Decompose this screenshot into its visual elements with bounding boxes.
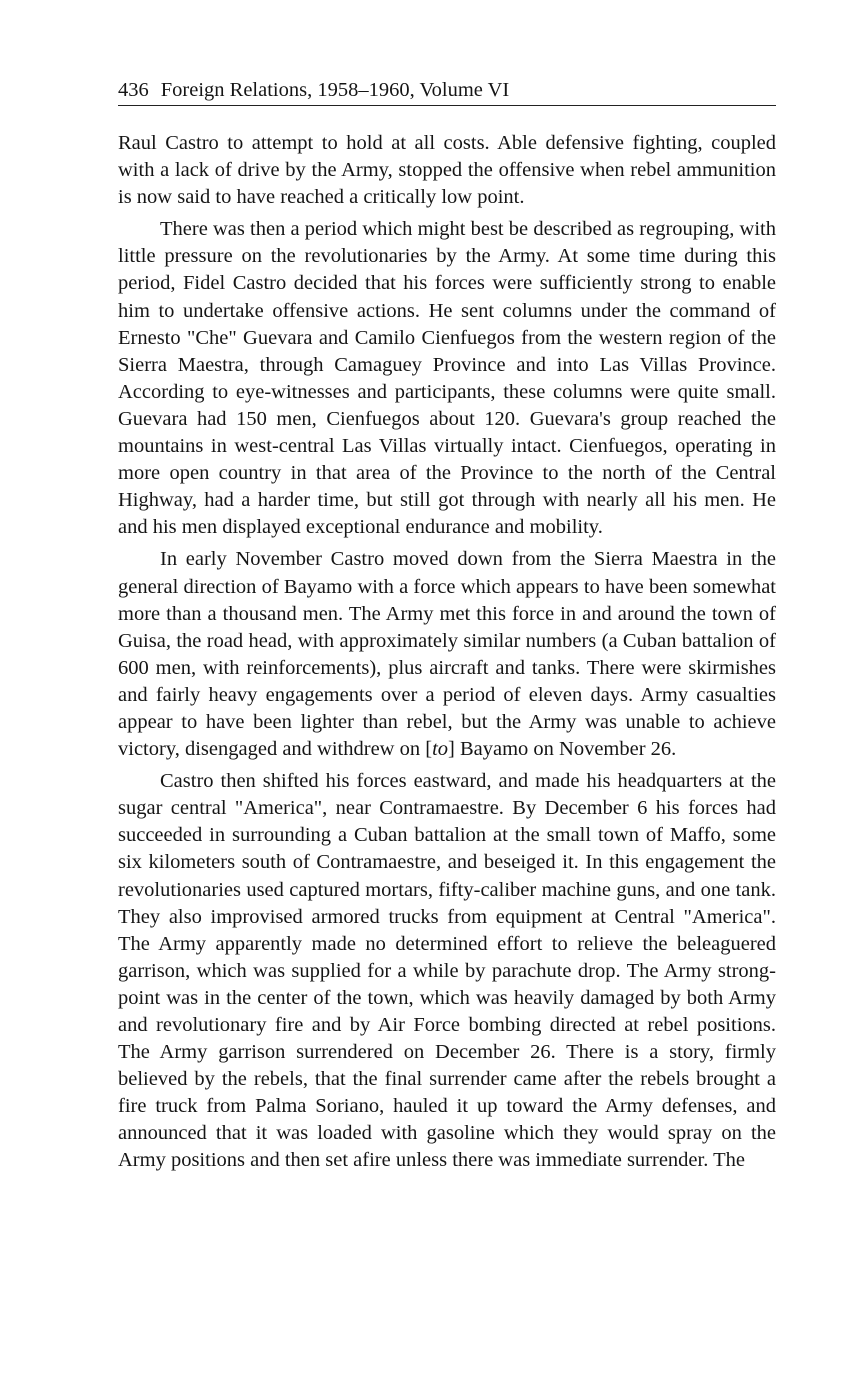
paragraph-maffo-siege: Castro then shifted his forces eastward, and made his headquarters at the sugar central "America", near Contramaestre. By December 6 his forces had succeeded in surrounding a Cuban battalion at the small town of Maffo, some six kilometers south of Contramaestre, and beseiged it. In this engagement the revolutionaries used captured mortars, fifty-caliber machine guns, and one tank. They also improvised armored trucks from equipment at Central "America". The Army apparently made no determined effort to relieve the beleaguered garrison, which was supplied for a while by parachute drop. The Army strong-point was in the center of the town, which was heavily damaged by both Army and revolutionary fire and by Air Force bombing directed at rebel positions. The Army garrison surrendered on December 26. There is a story, firmly believed by the rebels, that the final surrender came after the rebels brought a fire truck from Palma Soriano, hauled it up toward the Army defenses, and announced that it was loaded with gasoline which they would spray on the Army positions and then set afire unless there was immediate surrender. The xyxy=(118,770,776,1172)
body-text xyxy=(118,130,776,1175)
running-head xyxy=(118,76,776,106)
paragraph-continued: Raul Castro to attempt to hold at all costs. Able defensive fighting, coupled with a lack of drive by the Army, stopped the offensive when rebel ammunition is now said to have reached a critically low point. xyxy=(118,132,776,209)
paragraph-text-before: In early November Castro moved down from the Sierra Maestra in the general direction of Bayamo with a force which appears to have been somewhat more than a thousand men. The Army met this force in and around the town of Guisa, the road head, with approximately similar numbers (a Cuban battalion of 600 men, with reinforcements), plus aircraft and tanks. There were skirmishes and fairly heavy engagements over a period of eleven days. Army casualties appear to have been lighter than rebel, but the Army was unable to achieve victory, disengaged and withdrew on [ xyxy=(118,548,776,761)
document-page xyxy=(118,76,776,1180)
paragraph-regrouping: There was then a period which might best be described as regrouping, with little pressure on the revolutionaries by the Army. At some time during this period, Fidel Castro decided that his forces were sufficiently strong to enable him to undertake offensive actions. He sent columns under the command of Ernesto "Che" Guevara and Camilo Cienfuegos from the western region of the Sierra Maestra, through Camaguey Province and into Las Villas Province. According to eye-witnesses and participants, these columns were quite small. Guevara had 150 men, Cienfuegos about 120. Guevara's group reached the mountains in west-central Las Villas virtually intact. Cienfuegos, operating in more open country in that area of the Province to the north of the Central Highway, had a harder time, but still got through with nearly all his men. He and his men displayed exceptional endurance and mobility. xyxy=(118,218,776,539)
page-number: 436 xyxy=(118,79,149,101)
paragraph-text-after: ] Bayamo on November 26. xyxy=(448,738,677,761)
paragraph-november-offensive xyxy=(118,546,776,763)
editorial-insert: to xyxy=(432,738,449,761)
running-title: Foreign Relations, 1958–1960, Volume VI xyxy=(160,79,510,101)
